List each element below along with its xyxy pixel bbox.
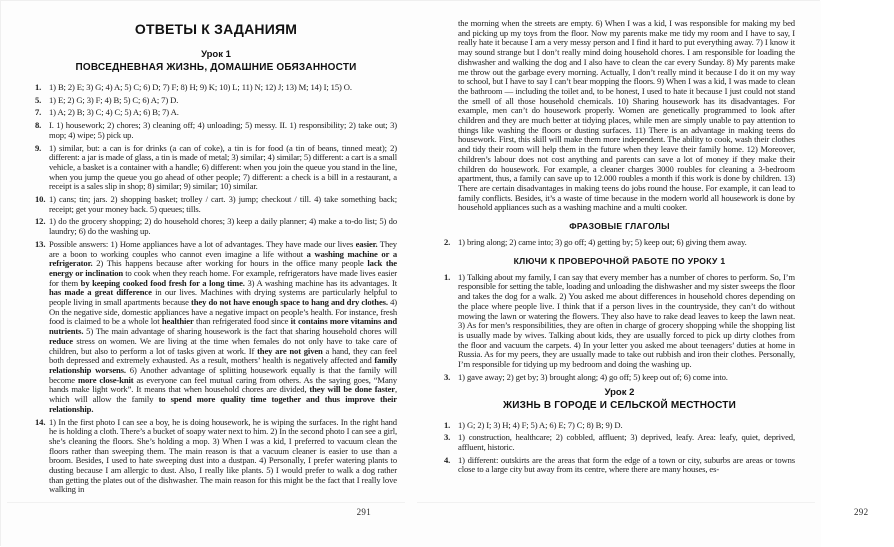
item-text-segment: a hand, they can feel both depressed and extremely exhausted. As a result, mothers’ health is negatively affected and	[49, 345, 397, 366]
item-text-segment: 3) A washing machine has its advantages. It	[244, 277, 397, 288]
item-text: the morning when the streets are empty. 6) When I was a kid, I was responsible for making my bed and picking up my toys from the floor. Now my parents make me tidy my room and I have to say, I really hate it because I am a very messy person and I find it hard to put everything away. 7) I know it may sound strange but I don’t really mind doing household chores. I am responsible for loading the dishwasher and walking the dog and I also have to clean the car every Sunday. 8) My parents make me throw out the garbage every morning. Actually, I don’t really mind it because I do it on my way to school, but I have to say I can’t bear mopping the floors. 9) When I was a kid, I was made to clean the bathroom — including the toilet and, to be honest, I used to hate it because I just could not stand the smell of all those household chemicals. 10) Sharing housework has its disadvantages. For example, men can’t do housework properly. Women are genetically programmed to look after children and they are much better at tidying places, while men are simply unable to pay attention to things like washing the floors or dusting surfaces. 11) There is an advantage in making teens do housework. First, this skill will make them more independent. The ability to cook, wash their clothes and tidy their room will help them in the future when they leave their family home. 12) Moreover, children’s labour does not cost anything and parents can save a lot of money if they make their children do housework. For example, a cleaner charges 3000 roubles for cleaning a 3-bedroom apartment, thus, a family can save up to 12.000 roubles a month if this work is done by children. 13) There are certain disadvantages in making teens do jobs round the house. For example, it can lead to family conflicts. Besides, it’s a waste of time because in the modern world all housework is done by household appliances such as a washing machine and a multi cooker.	[458, 18, 795, 213]
item-number: 2.	[444, 237, 451, 248]
lesson-heading	[444, 387, 795, 412]
answer-item	[35, 96, 397, 106]
section-heading: КЛЮЧИ К ПРОВЕРОЧНОЙ РАБОТЕ ПО УРОКУ 1	[513, 255, 726, 266]
item-number: 4.	[444, 454, 451, 465]
answer-item	[444, 456, 795, 475]
section-heading: ФРАЗОВЫЕ ГЛАГОЛЫ	[569, 221, 670, 232]
item-text-segment: stress on women. We are living at the time when females do not only have to take care of children, but also to perform a lot of tasks given at work. If	[49, 335, 397, 356]
item-text: 1) In the first photo I can see a boy, he is doing housework, he is wiping the surfaces. In the right hand he is holding a cloth. There’s a bucket of soapy water next to him. 2) In the second photo I can see a girl, she’s cleaning the floors. She’s holding a mop. 3) When I was a kid, I preferred to vacuum clean the floors rather than sweeping them. The main reason is that a vacuum cleaner is easier to use than a broom. Besides, I used to hate sweeping dust into a dustpan. 4) Personally, I prefer watering plants to dusting because I am allergic to dust. Also, I really like plants. 5) I would prefer to walk a dog rather than getting the plates out of the dishwasher. The main reason for this might be the fact that I really love walking in	[49, 416, 397, 495]
book-title: ОТВЕТЫ К ЗАДАНИЯМ	[134, 21, 298, 37]
item-text-bold: easier.	[355, 238, 378, 249]
item-text-segment: 5) The main advantage of sharing housework is the fact that sharing household chores will	[83, 326, 397, 337]
item-text-bold: they do not have enough space to hang and dry clothes.	[191, 297, 388, 308]
lesson-title: ПОВСЕДНЕВНАЯ ЖИЗНЬ, ДОМАШНИЕ ОБЯЗАННОСТИ	[75, 62, 357, 73]
answer-item	[35, 195, 397, 214]
item-text-bold: they are not given	[257, 345, 323, 356]
page-bottom-edge	[7, 502, 405, 503]
item-text-bold: by keeping cooked food fresh for a long time.	[80, 277, 245, 288]
item-text: 1) bring along; 2) came into; 3) go off; 4) getting by; 5) keep out; 6) giving them away.	[458, 237, 747, 248]
item-text: I. 1) housework; 2) chores; 3) cleaning off; 4) unloading; 5) messy. II. 1) responsibility; 2) take out; 3) mop; 4) wipe; 5) pick up.	[49, 120, 397, 140]
answer-item	[35, 144, 397, 193]
answer-item	[444, 421, 795, 431]
item-text-bold: to spend more quality time together and thus improve their relationship.	[49, 394, 397, 414]
item-text-segment: to cook when they reach home. For example, refrigerators have made lives easier for them	[49, 267, 398, 288]
item-number: 14.	[35, 416, 46, 427]
item-text-bold: more close-knit	[77, 374, 134, 385]
item-text-segment: in our lives. Machines with drying systems are particularly helpful to people living in small apartments because	[49, 287, 397, 308]
item-text-bold: family relationship worsens.	[49, 355, 397, 375]
item-text-segment: as everyone can feel mutual caring from others. As the saying goes, “Many hands make light work”. It means that when household chores are divided,	[49, 374, 398, 395]
item-text	[49, 239, 397, 414]
answer-item	[444, 373, 795, 383]
item-text-bold: has made a great difference	[49, 287, 152, 298]
item-text-bold: reduce	[49, 335, 73, 346]
item-text-bold: they will be done faster	[309, 384, 395, 395]
item-text: 1) A; 2) B; 3) C; 4) C; 5) A; 6) B; 7) A.	[49, 107, 179, 118]
answer-item	[35, 418, 397, 496]
answer-item	[35, 83, 397, 93]
answer-item	[444, 273, 795, 370]
item-number: 5.	[35, 94, 42, 105]
item-text: 1) B; 2) E; 3) G; 4) A; 5) C; 6) D; 7) F; 8) H; 9) K; 10) L; 11) N; 12) J; 13) M; 14) I; 15) O.	[49, 82, 352, 92]
lesson-number: Урок 2	[604, 386, 635, 398]
item-text: 1) G; 2) I; 3) H; 4) F; 5) A; 6) E; 7) C; 8) B; 9) D.	[458, 419, 623, 430]
item-number: 9.	[35, 142, 42, 153]
item-text-bold: a washing machine or a refrigerator.	[49, 248, 398, 269]
item-number: 12.	[35, 216, 46, 227]
item-text: 1) do the grocery shopping; 2) do household chores; 3) keep a daily planner; 4) make a to-do list; 5) do laundry; 6) do the washing up.	[49, 216, 397, 237]
item-number: 1.	[444, 419, 451, 430]
item-text: 1) gave away; 2) get by; 3) brought along; 4) go off; 5) keep out of; 6) come into.	[458, 371, 728, 382]
page-left-content	[35, 19, 397, 498]
item-text: 1) E; 2) G; 3) F; 4) B; 5) C; 6) A; 7) D.	[49, 94, 179, 105]
item-number: 3.	[444, 432, 451, 443]
item-number: 13.	[35, 238, 46, 249]
item-text: 1) construction, healthcare; 2) cobbled, affluent; 3) deprived, leafy. Area: leafy, quiet, deprived, affluent, historic.	[458, 432, 795, 452]
answer-item	[444, 433, 795, 452]
item-number: 10.	[35, 194, 46, 205]
item-number: 1.	[444, 271, 451, 282]
item-text: 1) cans; tin; jars. 2) shopping basket; trolley / cart. 3) jump; checkout / till. 4) take something back; receipt; get your money back. 5) queues; tills.	[49, 194, 397, 214]
item-number: 1.	[35, 82, 42, 92]
item-text-segment: 4) On the negative side, domestic appliances have a negative impact on people’s health. For instance, fresh food is claimed to be a whole lot	[49, 297, 398, 327]
page-number-right: 292	[854, 507, 869, 517]
item-text: 1) different: outskirts are the areas that form the edge of a town or city, suburbs are areas or towns close to a large city but away from its centre, where there are many houses, es-	[458, 454, 795, 475]
item-number: 3.	[444, 371, 451, 382]
item-text-segment: They are a boon to working couples who cannot even imagine a life without	[49, 238, 397, 259]
page-left	[1, 1, 411, 547]
item-text-bold: lack the energy or inclination	[49, 258, 397, 278]
answer-item-continuation	[444, 19, 795, 213]
item-text-segment: , which will allow the family	[49, 384, 397, 405]
item-text-bold: healthier	[161, 316, 194, 327]
lesson-number: Урок 1	[201, 49, 231, 60]
lesson-heading	[35, 49, 397, 74]
page-bottom-edge	[417, 502, 815, 503]
answer-item	[35, 240, 397, 415]
item-text-bold: it contains more vitamins and nutrients.	[49, 316, 398, 337]
page-right	[411, 1, 869, 547]
item-text: 1) similar, but: a can is for drinks (a can of coke), a tin is for food (a tin of beans, tinned meat); 2) different: a jar is made of glass, a tin is made of metal; 3) similar; 4) similar; 5) different: a cart is a small vehicle, a basket is a container with a handle; 6) different: when you join the queue you stand in the line, when you jump the queue you go ahead of other people; 7) different: a check is a bill in a restaurant, a receipt is a sales slip in shop; 8) similar; 9) similar; 10) similar.	[49, 142, 397, 192]
answer-item	[35, 108, 397, 118]
answer-item	[35, 217, 397, 236]
page-right-content	[444, 19, 795, 478]
item-text-segment: 2) This happens because after working for hours in the office many people	[92, 258, 368, 269]
lesson-title: ЖИЗНЬ В ГОРОДЕ И СЕЛЬСКОЙ МЕСТНОСТИ	[503, 399, 736, 411]
item-text-segment: than refrigerated food since	[193, 316, 291, 327]
item-number: 7.	[35, 107, 42, 118]
item-text: 1) Talking about my family, I can say that every member has a number of chores to perform. So, I’m responsible for setting the table, loading and unloading the dishwasher and my sister sweeps the floor and takes the dog for a walk. 2) You asked me about differences in household chores depending on the place where people live. I think that if a person lives in the countryside, they can’t do without mowing the lawn or watering the flowers. They also have to rake dead leaves to keep the lawn neat. 3) As for men’s responsibilities, they are often in charge of grocery shopping while the shopping list is usually made by wives. Talking about kids, they are usually forced to pick up dirty clothes from the floor and vacuum the carpets. 4) In your letter you asked me about teenagers’ duties at home in Russia. As for my peers, they are usually made to take out rubbish and iron their clothes. Personally, I’m responsible for tidying up my bedroom and doing the washing up.	[458, 271, 795, 370]
answer-item	[444, 238, 795, 248]
page-number-left: 291	[356, 507, 371, 517]
item-text-segment: 6) Another advantage of splitting housework equally is that the family will become	[49, 364, 397, 385]
item-text-segment: Possible answers: 1) Home appliances have a lot of advantages. They have made our lives	[49, 238, 356, 249]
item-number: 8.	[35, 120, 42, 131]
answer-item	[35, 121, 397, 140]
